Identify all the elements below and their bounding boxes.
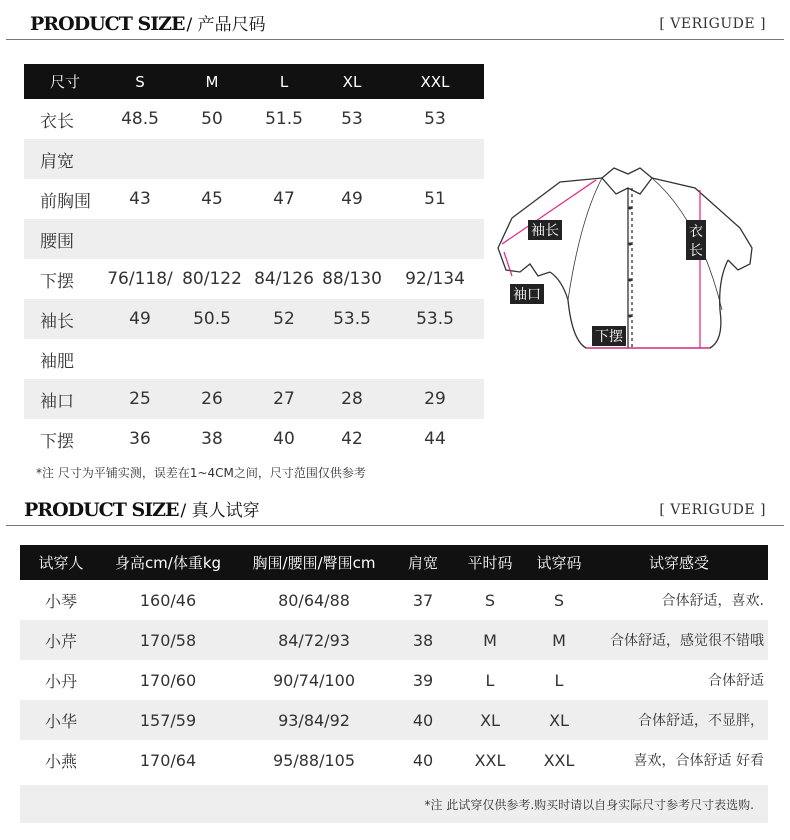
size-cell: 48.5 (121, 109, 159, 129)
cuff-tag: 袖口 (513, 287, 541, 303)
fit-table-row (20, 620, 768, 660)
fit-table (20, 545, 768, 780)
row-label: 下摆 (40, 271, 74, 292)
try-on-header (0, 486, 790, 526)
size-cell: 92/134 (405, 269, 465, 289)
section-title-main: PRODUCT SIZE (30, 13, 185, 35)
cuff-line (504, 252, 512, 276)
row-label: 下摆 (40, 431, 74, 452)
header-cell: 胸围/腰围/臀围cm (234, 545, 394, 580)
header-divider (6, 39, 784, 40)
measurements: 95/88/105 (272, 750, 356, 770)
size-cell: 44 (424, 429, 446, 449)
tester-name: 小琴 (44, 591, 77, 611)
size-cell (386, 339, 484, 379)
size-cell: 53 (424, 109, 446, 129)
tester-name: 小芹 (20, 620, 102, 660)
header-cell: 试穿码 (528, 545, 590, 580)
fit-feedback: 喜欢，合体舒适 好看 (633, 753, 764, 769)
size-cell (174, 339, 250, 379)
size-cell (318, 219, 386, 259)
size-cell (106, 339, 174, 379)
size-cell: 53 (341, 109, 363, 129)
row-label: 袖口 (24, 379, 106, 419)
fit-feedback: 合体舒适，不显胖， (590, 700, 768, 740)
size-cell: 53.5 (318, 299, 386, 339)
body-outline (550, 260, 728, 348)
size-cell (318, 339, 386, 379)
size-cell: 88/130 (322, 269, 382, 289)
measurements: 84/72/93 (234, 620, 394, 660)
length-tag-char-1: 衣 (689, 224, 703, 240)
header-cell: 尺寸 (24, 64, 106, 99)
size-cell (318, 139, 386, 179)
garment-diagram (490, 160, 765, 360)
size-cell: 28 (318, 379, 386, 419)
usual-size: XXL (474, 750, 506, 770)
section-title-sub: / 产品尺码 (186, 15, 266, 35)
header-cell: S (106, 64, 174, 99)
height-weight: 160/46 (139, 590, 197, 610)
size-cell: 52 (250, 299, 318, 339)
size-cell: 76/118/ (107, 269, 173, 289)
size-cell (386, 219, 484, 259)
shoulder-width: 39 (412, 670, 434, 690)
measurements: 90/74/100 (272, 670, 356, 690)
header-divider (6, 525, 784, 526)
size-cell: 50 (201, 109, 223, 129)
size-cell (174, 219, 250, 259)
size-cell: 50.5 (174, 299, 250, 339)
fit-feedback: 合体舒适 (708, 673, 764, 689)
collar-outline (602, 168, 652, 194)
section-title-main: PRODUCT SIZE (24, 499, 179, 521)
header-cell: M (174, 64, 250, 99)
header-cell: 肩宽 (394, 545, 452, 580)
usual-size: S (484, 590, 496, 610)
shoulder-width: 40 (394, 700, 452, 740)
size-cell: 84/126 (254, 269, 314, 289)
button (628, 206, 631, 209)
row-label: 前胸围 (40, 191, 91, 212)
tester-name: 小华 (20, 700, 102, 740)
size-cell (250, 339, 318, 379)
size-cell: 25 (106, 379, 174, 419)
tried-size: S (553, 590, 565, 610)
fit-feedback: 合体舒适，感觉很不错哦 (590, 620, 768, 660)
fit-table-row (20, 580, 768, 620)
size-cell (106, 139, 174, 179)
size-note: *注 尺寸为平铺实测，误差在1~4CM之间，尺寸范围仅供参考 (36, 466, 366, 480)
button (628, 278, 631, 281)
size-cell: 26 (174, 379, 250, 419)
brand-label: [ VERIGUDE ] (659, 502, 766, 518)
size-table-row (24, 99, 484, 139)
tester-name: 小丹 (44, 671, 77, 691)
size-cell: 27 (250, 379, 318, 419)
size-table-row (24, 259, 484, 299)
size-table-row (24, 419, 484, 459)
buttons (628, 206, 631, 317)
shoulder-width: 37 (412, 590, 434, 610)
size-cell: 42 (341, 429, 363, 449)
fit-note-bar (20, 785, 768, 823)
shoulder-width: 38 (394, 620, 452, 660)
height-weight: 170/60 (139, 670, 197, 690)
usual-size: M (452, 620, 528, 660)
tried-size: XXL (543, 750, 575, 770)
header-cell: XL (318, 64, 386, 99)
row-label: 腰围 (24, 219, 106, 259)
tried-size: M (528, 620, 590, 660)
size-table-row (24, 339, 484, 379)
fit-table-row (20, 700, 768, 740)
header-cell: 试穿人 (20, 545, 102, 580)
section-title-sub: / 真人试穿 (180, 501, 260, 521)
usual-size: L (485, 670, 495, 690)
tester-name: 小燕 (44, 751, 77, 771)
shirt-outline (498, 168, 752, 348)
size-cell: 45 (201, 189, 223, 209)
size-cell: 49 (341, 189, 363, 209)
size-cell: 29 (386, 379, 484, 419)
button (628, 242, 631, 245)
size-cell: 36 (129, 429, 151, 449)
size-table-row (24, 219, 484, 259)
section-title (30, 10, 266, 35)
fit-table-row (20, 660, 768, 700)
size-cell (250, 139, 318, 179)
size-cell: 47 (273, 189, 295, 209)
measurements: 93/84/92 (234, 700, 394, 740)
fit-feedback: 合体舒适，喜欢. (661, 593, 764, 609)
size-cell: 40 (273, 429, 295, 449)
size-cell (250, 219, 318, 259)
tried-size: L (554, 670, 564, 690)
fit-table-header-row (20, 545, 768, 580)
usual-size: XL (452, 700, 528, 740)
measure-lines (502, 180, 710, 348)
header-cell: 试穿感受 (590, 545, 768, 580)
header-cell: L (250, 64, 318, 99)
size-cell (386, 139, 484, 179)
size-table-row (24, 179, 484, 219)
tried-size: XL (528, 700, 590, 740)
size-cell: 43 (129, 189, 151, 209)
height-weight: 170/58 (102, 620, 234, 660)
size-cell: 53.5 (386, 299, 484, 339)
hem-tag: 下摆 (595, 329, 623, 345)
length-tag-char-2: 长 (689, 243, 703, 259)
fit-table-row (20, 740, 768, 780)
size-table-header-row (24, 64, 484, 99)
size-cell: 49 (106, 299, 174, 339)
header-cell: XXL (386, 64, 484, 99)
size-cell: 38 (201, 429, 223, 449)
size-cell: 51.5 (265, 109, 303, 129)
header-cell: 身高cm/体重kg (102, 545, 234, 580)
fit-note: *注 此试穿仅供参考.购买时请以自身实际尺寸参考尺寸表选购. (424, 798, 754, 812)
size-cell: 80/122 (182, 269, 242, 289)
row-label: 肩宽 (24, 139, 106, 179)
header-cell: 平时码 (452, 545, 528, 580)
brand-label: [ VERIGUDE ] (659, 16, 766, 32)
size-cell (106, 219, 174, 259)
size-table-row (24, 299, 484, 339)
section-title (24, 496, 260, 521)
size-cell: 51 (424, 189, 446, 209)
row-label: 袖长 (24, 299, 106, 339)
size-cell (174, 139, 250, 179)
height-weight: 170/64 (139, 750, 197, 770)
product-size-header (0, 0, 790, 40)
row-label: 衣长 (40, 111, 74, 132)
button (628, 314, 631, 317)
sleeve-length-tag: 袖长 (531, 223, 559, 239)
height-weight: 157/59 (102, 700, 234, 740)
row-label: 袖肥 (40, 351, 74, 372)
size-table-row (24, 139, 484, 179)
measurements: 80/64/88 (278, 590, 350, 610)
size-table (24, 64, 484, 459)
size-table-row (24, 379, 484, 419)
measure-tags (510, 220, 706, 346)
shoulder-width: 40 (412, 750, 434, 770)
